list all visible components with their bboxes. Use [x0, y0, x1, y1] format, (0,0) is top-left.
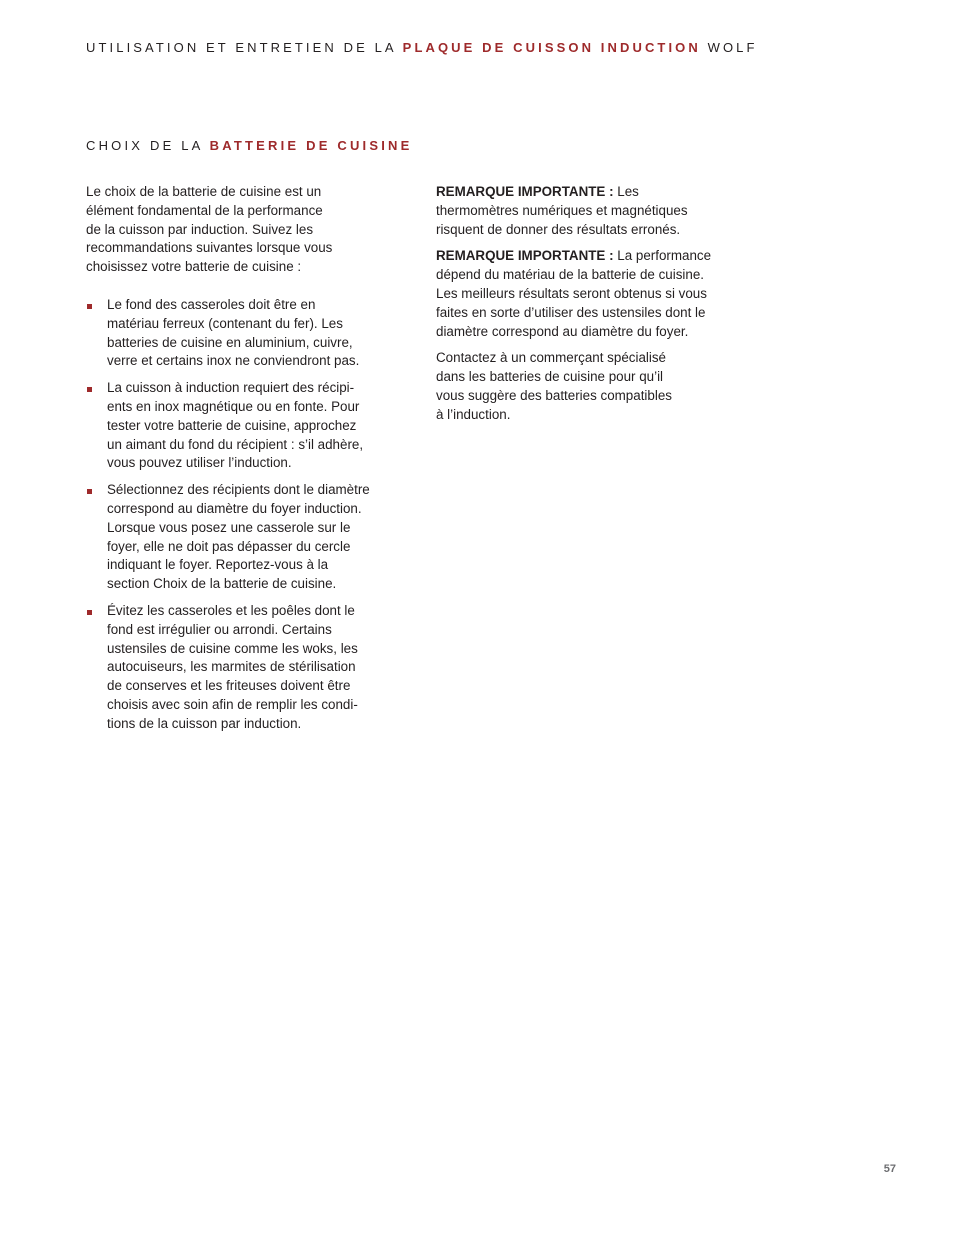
- intro-line: Le choix de la batterie de cuisine est un: [86, 184, 322, 199]
- recommendation-item: [86, 602, 416, 734]
- contact-line: Contactez à un commerçant spécialisé: [436, 350, 666, 366]
- recommendation-line: Évitez les casseroles et les poêles dont le: [107, 602, 355, 618]
- important-note-performance: [436, 247, 756, 341]
- recommendation-line: autocuiseurs, les marmites de stérilisation: [107, 659, 356, 675]
- section-title-prefix: CHOIX DE LA: [86, 138, 210, 153]
- recommendation-line: correspond au diamètre du foyer induction.: [107, 500, 362, 516]
- contact-paragraph: [436, 349, 756, 424]
- running-header-prefix: UTILISATION ET ENTRETIEN DE LA: [86, 40, 403, 55]
- recommendation-line: vous pouvez utiliser l’induction.: [107, 455, 292, 471]
- recommendation-line: un aimant du fond du récipient : s’il adhère,: [107, 436, 364, 452]
- recommendation-line: de conserves et les friteuses doivent être: [107, 678, 351, 694]
- important-note-thermometers: [436, 183, 756, 239]
- left-column: [86, 183, 416, 742]
- intro-line: de la cuisson par induction. Suivez les: [86, 221, 314, 237]
- recommendation-line: indiquant le foyer. Reportez-vous à la: [107, 557, 329, 573]
- running-header-product: PLAQUE DE CUISSON INDUCTION: [402, 40, 701, 55]
- note-line: thermomètres numériques et magnétiques: [436, 202, 688, 218]
- square-bullet-icon: [87, 489, 92, 494]
- recommendation-line: tester votre batterie de cuisine, approchez: [107, 417, 357, 433]
- contact-line: vous suggère des batteries compatibles: [436, 387, 672, 403]
- running-header: [86, 40, 758, 55]
- important-note-label: REMARQUE IMPORTANTE :: [436, 184, 614, 199]
- recommendation-line: choisis avec soin afin de remplir les condi-: [107, 696, 358, 712]
- note-line: faites en sorte d’utiliser des ustensiles dont le: [436, 304, 706, 320]
- note-line: dépend du matériau de la batterie de cuisine.: [436, 267, 704, 283]
- intro-line: élément fondamental de la performance: [86, 202, 323, 218]
- recommendation-line: matériau ferreux (contenant du fer). Les: [107, 315, 343, 331]
- right-column: [436, 183, 756, 433]
- recommendation-line: foyer, elle ne doit pas dépasser du cercle: [107, 538, 351, 554]
- contact-line: à l’induction.: [436, 406, 511, 422]
- recommendation-line: tions de la cuisson par induction.: [107, 715, 302, 731]
- square-bullet-icon: [87, 610, 92, 615]
- contact-line: dans les batteries de cuisine pour qu’il: [436, 369, 664, 385]
- note-line: La performance: [613, 248, 712, 264]
- recommendation-line: Lorsque vous posez une casserole sur le: [107, 519, 351, 535]
- intro-paragraph: [86, 183, 416, 277]
- recommendation-line: La cuisson à induction requiert des récipi-: [107, 380, 355, 396]
- note-line: risquent de donner des résultats erronés.: [436, 221, 681, 237]
- note-line: diamètre correspond au diamètre du foyer.: [436, 323, 689, 339]
- intro-line: choisissez votre batterie de cuisine :: [86, 259, 302, 275]
- recommendation-line: Sélectionnez des récipients dont le diamètre: [107, 482, 370, 498]
- intro-line: recommandations suivantes lorsque vous: [86, 240, 333, 256]
- section-title: [86, 138, 413, 153]
- recommendation-line: batteries de cuisine en aluminium, cuivre,: [107, 334, 353, 350]
- note-line: Les meilleurs résultats seront obtenus si vous: [436, 285, 707, 301]
- recommendation-item: [86, 379, 416, 473]
- recommendation-line: ents en inox magnétique ou en fonte. Pour: [107, 398, 360, 414]
- recommendation-line: fond est irrégulier ou arrondi. Certains: [107, 621, 332, 637]
- recommendation-line: ustensiles de cuisine comme les woks, les: [107, 640, 358, 656]
- section-title-highlight: BATTERIE DE CUISINE: [209, 138, 413, 153]
- recommendation-line: Le fond des casseroles doit être en: [107, 296, 316, 312]
- page-number: 57: [883, 1163, 896, 1175]
- running-header-brand: WOLF: [700, 40, 758, 55]
- recommendation-item: [86, 296, 416, 371]
- recommendation-item: [86, 481, 416, 594]
- recommendation-line: verre et certains inox ne conviendront pas.: [107, 353, 360, 369]
- note-line: Les: [613, 184, 639, 199]
- square-bullet-icon: [87, 304, 92, 309]
- recommendation-line: section Choix de la batterie de cuisine.: [107, 576, 337, 592]
- square-bullet-icon: [87, 387, 92, 392]
- recommendation-list: [86, 296, 416, 734]
- important-note-label: REMARQUE IMPORTANTE :: [436, 248, 614, 264]
